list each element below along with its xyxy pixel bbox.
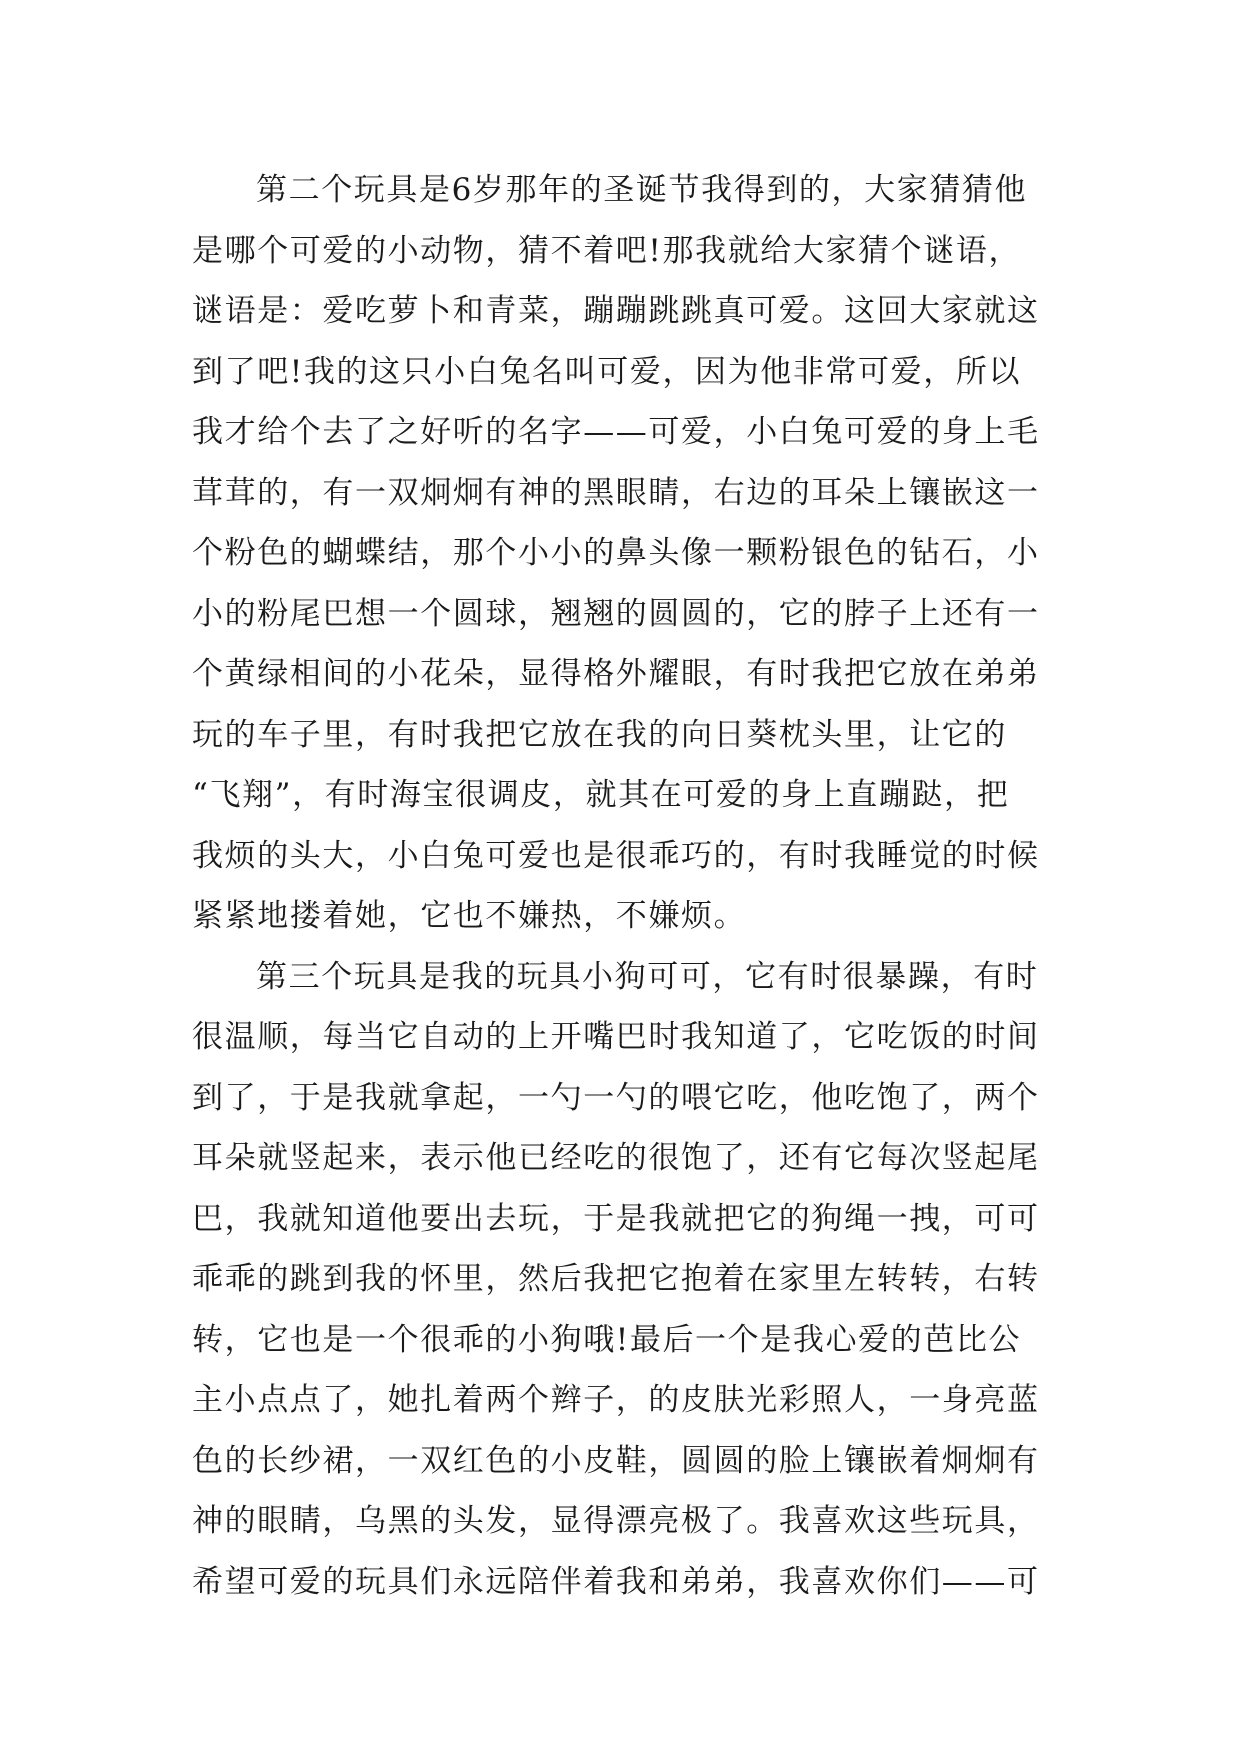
text-line: 巴，我就知道他要出去玩，于是我就把它的狗绳一拽，可可 — [192, 1200, 1040, 1237]
text-line: 谜语是：爱吃萝卜和青菜，蹦蹦跳跳真可爱。这回大家就这 — [192, 293, 1040, 329]
text-line: “飞翔”，有时海宝很调皮，就其在可爱的身上直蹦跶，把 — [192, 777, 1010, 813]
text-line: 转，它也是一个很乖的小狗哦!最后一个是我心爱的芭比公 — [192, 1321, 1022, 1358]
paragraph-toy-rabbit — [192, 160, 1072, 947]
text-line: 第三个玩具是我的玩具小狗可可，它有时很暴躁，有时 — [256, 958, 1039, 995]
paragraph-toy-dog-barbie — [192, 947, 1072, 1613]
text-line: 小的粉尾巴想一个圆球，翘翘的圆圆的，它的脖子上还有一 — [192, 595, 1040, 632]
text-line: 神的眼睛，乌黑的头发，显得漂亮极了。我喜欢这些玩具， — [192, 1503, 1040, 1539]
text-line: 第二个玩具是6岁那年的圣诞节我得到的，大家猜猜他 — [256, 172, 1028, 208]
text-line: 个粉色的蝴蝶结，那个小小的鼻头像一颗粉银色的钻石，小 — [192, 535, 1040, 571]
text-line: 希望可爱的玩具们永远陪伴着我和弟弟，我喜欢你们——可 — [192, 1563, 1040, 1600]
text-line: 是哪个可爱的小动物，猜不着吧!那我就给大家猜个谜语， — [192, 232, 1022, 269]
text-line: 到了吧!我的这只小白兔名叫可爱，因为他非常可爱，所以 — [192, 353, 1022, 390]
text-line: 耳朵就竖起来，表示他已经吃的很饱了，还有它每次竖起尾 — [192, 1140, 1040, 1176]
text-line: 个黄绿相间的小花朵，显得格外耀眼，有时我把它放在弟弟 — [192, 656, 1040, 692]
text-line: 紧紧地搂着她，它也不嫌热，不嫌烦。 — [192, 898, 747, 934]
text-line: 我烦的头大，小白兔可爱也是很乖巧的，有时我睡觉的时候 — [192, 837, 1040, 874]
body-text — [192, 160, 1072, 1612]
text-line: 主小点点了，她扎着两个辫子，的皮肤光彩照人，一身亮蓝 — [192, 1382, 1040, 1418]
text-line: 茸茸的，有一双炯炯有神的黑眼睛，右边的耳朵上镶嵌这一 — [192, 474, 1040, 511]
text-line: 到了，于是我就拿起，一勺一勺的喂它吃，他吃饱了，两个 — [192, 1079, 1040, 1116]
text-line: 色的长纱裙，一双红色的小皮鞋，圆圆的脸上镶嵌着炯炯有 — [192, 1442, 1040, 1479]
text-line: 玩的车子里，有时我把它放在我的向日葵枕头里，让它的 — [192, 716, 1007, 753]
text-line: 很温顺，每当它自动的上开嘴巴时我知道了，它吃饭的时间 — [192, 1019, 1040, 1055]
text-line: 我才给个去了之好听的名字——可爱，小白兔可爱的身上毛 — [192, 414, 1040, 450]
text-line: 乖乖的跳到我的怀里，然后我把它抱着在家里左转转，右转 — [192, 1261, 1040, 1297]
